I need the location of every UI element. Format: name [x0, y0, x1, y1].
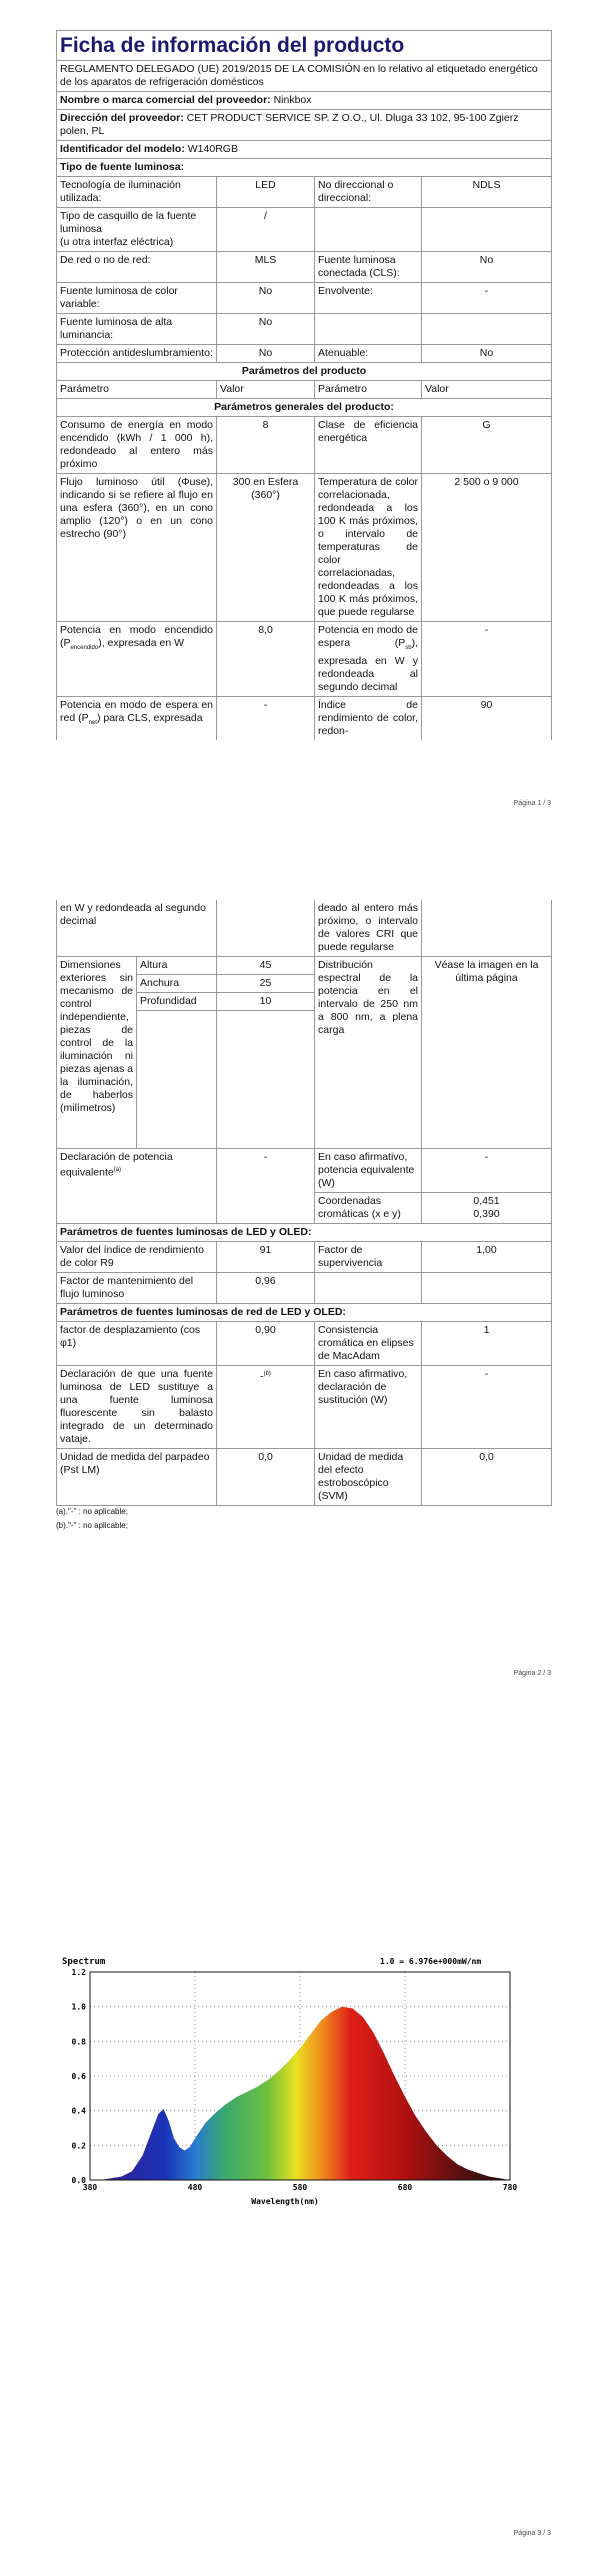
cell-value: No	[217, 314, 315, 345]
cell-value: LED	[217, 177, 315, 208]
page-number: Página 3 / 3	[513, 2530, 551, 2537]
cell-value: No	[422, 345, 552, 363]
cell-value: 0,0	[217, 1449, 315, 1506]
cell-label: Consumo de energía en modo encendido (kWh / 1 000 h), redondeado al entero más próximo	[57, 417, 217, 474]
cell-label: Clase de eficiencia energética	[315, 417, 422, 474]
y-tick-label: 0.8	[71, 2037, 86, 2047]
column-header-row	[57, 381, 552, 399]
brand-row	[57, 92, 552, 110]
coords-label: Coordenadas cromáticas (x e y)	[315, 1193, 422, 1224]
cell-label: Índice de rendimiento de color, redon-	[315, 697, 422, 741]
dim-name: Profundidad	[137, 993, 217, 1011]
cell-label: No direccional o direccional:	[315, 177, 422, 208]
model-value: W140RGB	[187, 143, 238, 155]
cell-value: 0,96	[217, 1273, 315, 1304]
cell-value: 91	[217, 1242, 315, 1273]
brand-label: Nombre o marca comercial del proveedor:	[60, 94, 271, 106]
cell-label: en W y redondeada al segundo decimal	[57, 900, 217, 957]
cell-value: MLS	[217, 252, 315, 283]
table-row	[57, 1449, 552, 1506]
cell-label: Flujo luminoso útil (Φuse), indicando si se refiere al flujo en una esfera (360°), en un cono amplio (120°) o en un cono estrecho (90°)	[57, 474, 217, 622]
dim-value: 10	[217, 993, 315, 1011]
cell-value: 0,0	[422, 1449, 552, 1506]
equiv-value: -	[217, 1149, 315, 1224]
cell-value: NDLS	[422, 177, 552, 208]
general-params-header: Parámetros generales del producto:	[57, 399, 552, 417]
cell-label: Factor de mantenimiento del flujo luminoso	[57, 1273, 217, 1304]
cell-label: Valor del índice de rendimiento de color R9	[57, 1242, 217, 1273]
cell-label	[315, 1273, 422, 1304]
x-tick-label: 680	[397, 2183, 413, 2192]
page-2	[0, 870, 603, 1700]
cell-value: 8	[217, 417, 315, 474]
table-row	[57, 622, 552, 697]
cell-label	[315, 314, 422, 345]
spectrum-chart	[60, 1950, 540, 2210]
cell-label: Unidad de medida del parpadeo (Pst LM)	[57, 1449, 217, 1506]
supplier-row	[57, 110, 552, 141]
cell-label: Fuente luminosa de alta luminancia:	[57, 314, 217, 345]
table-row	[57, 1149, 552, 1193]
table-row	[57, 417, 552, 474]
table-row	[57, 474, 552, 622]
cell-label: Fuente luminosa de color variable:	[57, 283, 217, 314]
y-tick-label: 1.0	[71, 2002, 86, 2012]
cell-label: factor de desplazamiento (cos φ1)	[57, 1322, 217, 1366]
table-row	[57, 1242, 552, 1273]
page-3	[0, 1730, 603, 2560]
cell-label: De red o no de red:	[57, 252, 217, 283]
chart-annotation: 1.0 = 6.976e+000mW/nm	[380, 1957, 482, 1966]
dim-value: 25	[217, 975, 315, 993]
cell-value: No	[217, 345, 315, 363]
cell-value: -	[422, 1149, 552, 1193]
dim-value: 45	[217, 957, 315, 975]
brand-value: Ninkbox	[273, 94, 312, 106]
cell-value: 0,90	[217, 1322, 315, 1366]
page-1	[0, 0, 603, 830]
col-param: Parámetro	[315, 381, 422, 399]
regulation-text: REGLAMENTO DELEGADO (UE) 2019/2015 DE LA COMISIÓN en lo relativo al etiquetado energético de los aparatos de refrigeración domésticos	[57, 61, 552, 92]
product-info-table-p1	[56, 30, 552, 740]
cell-label: Envolvente:	[315, 283, 422, 314]
dims-label: Dimensiones exteriores sin mecanismo de control independiente, piezas de control de la iluminación ni piezas ajenas a la iluminación, de haberlos (milímetros)	[57, 957, 137, 1149]
cell-label: Tecnología de iluminación utilizada:	[57, 177, 217, 208]
cell-label: Potencia en modo encendido $(P_{encendido})$, expresada en W	[57, 622, 217, 697]
cell-label: Potencia en modo de espera $(P_{sb})$, expresada en W y redondeada al segundo decimal	[315, 622, 422, 697]
cell-value: -	[422, 1366, 552, 1449]
cell-value: -	[422, 283, 552, 314]
page-number: Página 2 / 3	[513, 1670, 551, 1677]
footnote-b: (b)."-" : no aplicable;	[56, 1521, 128, 1530]
y-tick-label: 0.0	[71, 2176, 86, 2185]
table-row	[57, 252, 552, 283]
supplier-label: Dirección del proveedor:	[60, 112, 184, 124]
table-row	[57, 314, 552, 345]
x-tick-label: 780	[502, 2183, 518, 2192]
cell-value: -	[422, 622, 552, 697]
cell-value: G	[422, 417, 552, 474]
table-row	[57, 1273, 552, 1304]
supplier-value: CET PRODUCT SERVICE SP. Z O.O., Ul. Dluga 33 102, 95-100 Zgierz polen, PL	[60, 112, 519, 137]
y-tick-label: 0.6	[71, 2072, 86, 2081]
table-row	[57, 208, 552, 252]
cell-label: Atenuable:	[315, 345, 422, 363]
table-row	[57, 1366, 552, 1449]
coords-value: 0,451 0,390	[422, 1193, 552, 1224]
cell-label: Fuente luminosa conectada (CLS):	[315, 252, 422, 283]
x-axis-label: Wavelength(nm)	[251, 2197, 319, 2206]
cell-value: 1,00	[422, 1242, 552, 1273]
cell-value: -	[217, 697, 315, 741]
table-row	[57, 900, 552, 957]
table-row	[57, 697, 552, 741]
y-tick-label: 0.2	[71, 2141, 86, 2151]
table-row	[57, 957, 552, 975]
y-tick-label: 0.4	[71, 2106, 86, 2116]
cell-label: Tipo de casquillo de la fuente luminosa (u otra interfaz eléctrica)	[57, 208, 217, 252]
doc-title: Ficha de información del producto	[57, 31, 552, 61]
equiv-label-cell: Declaración de potencia equivalente$^{(a)}$	[57, 1149, 217, 1224]
cell-label: Unidad de medida del efecto estroboscópico (SVM)	[315, 1449, 422, 1506]
led-params-header: Parámetros de fuentes luminosas de LED y OLED:	[57, 1224, 552, 1242]
cell-label: Protección antideslumbramiento:	[57, 345, 217, 363]
cell-value	[422, 314, 552, 345]
cell-label: En caso afirmativo, potencia equivalente (W)	[315, 1149, 422, 1193]
y-tick-label: 1.2	[71, 1968, 86, 1977]
cell-label: Temperatura de color correlacionada, redondeada a los 100 K más próximos, o intervalo de temperaturas de color correlacionadas, redondeadas a los 100 K más próximos, que puede regularse	[315, 474, 422, 622]
table-row	[57, 177, 552, 208]
cell-value	[217, 900, 315, 957]
col-value: Valor	[422, 381, 552, 399]
cell-value: -$^{(b)}$	[217, 1366, 315, 1449]
cell-value: 90	[422, 697, 552, 741]
x-tick-labels	[83, 2183, 518, 2192]
cell-value: /	[217, 208, 315, 252]
cell-value: No	[422, 252, 552, 283]
cell-value: 1	[422, 1322, 552, 1366]
x-tick-label: 380	[82, 2183, 98, 2192]
cell-value: 2 500 o 9 000	[422, 474, 552, 622]
chart-title: Spectrum	[62, 1957, 106, 1967]
cell-label: Factor de supervivencia	[315, 1242, 422, 1273]
model-row	[57, 141, 552, 159]
dim-name: Altura	[137, 957, 217, 975]
footnote-a: (a)."-" : no aplicable;	[56, 1507, 128, 1516]
table-row	[57, 283, 552, 314]
spectral-label: Distribución espectral de la potencia en el intervalo de 250 nm a 800 nm, a plena carga	[315, 957, 422, 1149]
cell-label: Consistencia cromática en elipses de MacAdam	[315, 1322, 422, 1366]
table-row	[57, 345, 552, 363]
cell-label: Declaración de que una fuente luminosa de LED sustituye a una fuente luminosa fluorescente sin balasto integrado de un determinado vataje.	[57, 1366, 217, 1449]
cell-label	[315, 208, 422, 252]
cell-value	[422, 900, 552, 957]
mains-params-header: Parámetros de fuentes luminosas de red de LED y OLED:	[57, 1304, 552, 1322]
dim-name: Anchura	[137, 975, 217, 993]
x-tick-label: 480	[187, 2183, 203, 2192]
y-tick-labels	[72, 1968, 87, 2185]
cell-value: 8,0	[217, 622, 315, 697]
source-type-label: Tipo de fuente luminosa:	[57, 159, 552, 177]
col-value: Valor	[217, 381, 315, 399]
cell-value: No	[217, 283, 315, 314]
x-tick-label: 580	[292, 2183, 308, 2192]
product-params-header: Parámetros del producto	[57, 363, 552, 381]
model-label: Identificador del modelo:	[60, 143, 185, 155]
page-number: Página 1 / 3	[513, 800, 551, 807]
product-info-table-p2	[56, 900, 552, 1506]
spectral-value: Véase la imagen en la última página	[422, 957, 552, 1149]
cell-label: deado al entero más próximo, o intervalo de valores CRI que puede regularse	[315, 900, 422, 957]
cell-label: En caso afirmativo, declaración de sustitución (W)	[315, 1366, 422, 1449]
table-row	[57, 1322, 552, 1366]
cell-value	[422, 1273, 552, 1304]
cell-value	[422, 208, 552, 252]
col-param: Parámetro	[57, 381, 217, 399]
cell-label: Potencia en modo de espera en red $(P_{net})$ para CLS, expresada	[57, 697, 217, 741]
cell-value: 300 en Esfera (360°)	[217, 474, 315, 622]
